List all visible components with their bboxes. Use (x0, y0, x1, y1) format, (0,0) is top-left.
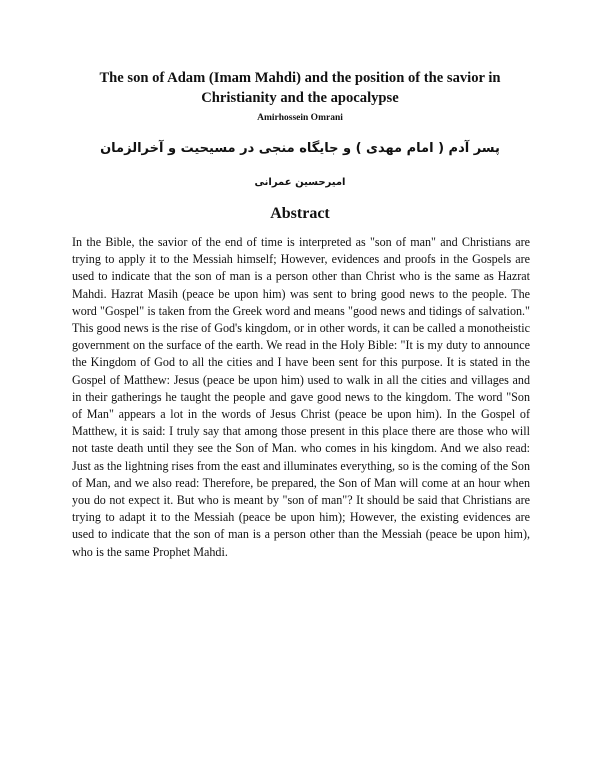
persian-title: پسر آدم ( امام مهدی ) و جایگاه منجی در مسیحیت و آخرالزمان (100, 141, 500, 156)
author-name: Amirhossein Omrani (257, 113, 343, 123)
abstract-body: In the Bible, the savior of the end of time is interpreted as "son of man" and Christians are trying to apply it to the Messiah himself; However, evidences and proofs in the Gospels are used to indicate that the son of man is a person other than Christ who is the same as Hazrat Mahdi. Hazrat Masih (peace be upon him) was sent to bring good news to the people. The word "Gospel" is taken from the Greek word and means "good news and tidings of salvation." This good news is the rise of God's kingdom, or in other words, it can be called a monotheistic government on the surface of the earth. We read in the Holy Bible: "It is my duty to announce the Kingdom of God to all the cities and I have been sent for this purpose. It is stated in the Gospel of Matthew: Jesus (peace be upon him) used to walk in all the cities and villages and in their gatherings he taught the people and gave good news to the kingdom. The word "Son of Man" appears a lot in the words of Jesus Christ (peace be upon him). In the Gospel of Matthew, it is said: I truly say that among those present in this place there are those who will not taste death until they see the Son of Man. who comes in his kingdom. And we also read: Just as the lightning rises from the east and illuminates everything, so is the coming of the Son of Man, and we also read: Therefore, be prepared, the Son of Man will come at an hour when you do not expect it. But who is meant by "son of man"? It should be said that Christians are trying to adapt it to the Messiah (peace be upon him); However, the existing evidences are used to indicate that the son of man is a person other than the Messiah (peace be upon him), who is the same Prophet Mahdi. (72, 235, 530, 559)
abstract-heading: Abstract (270, 205, 330, 222)
paper-title: The son of Adam (Imam Mahdi) and the position of the savior in Christianity and the apocalypse (99, 70, 501, 106)
persian-author-name: امیرحسین عمرانی (254, 177, 346, 188)
